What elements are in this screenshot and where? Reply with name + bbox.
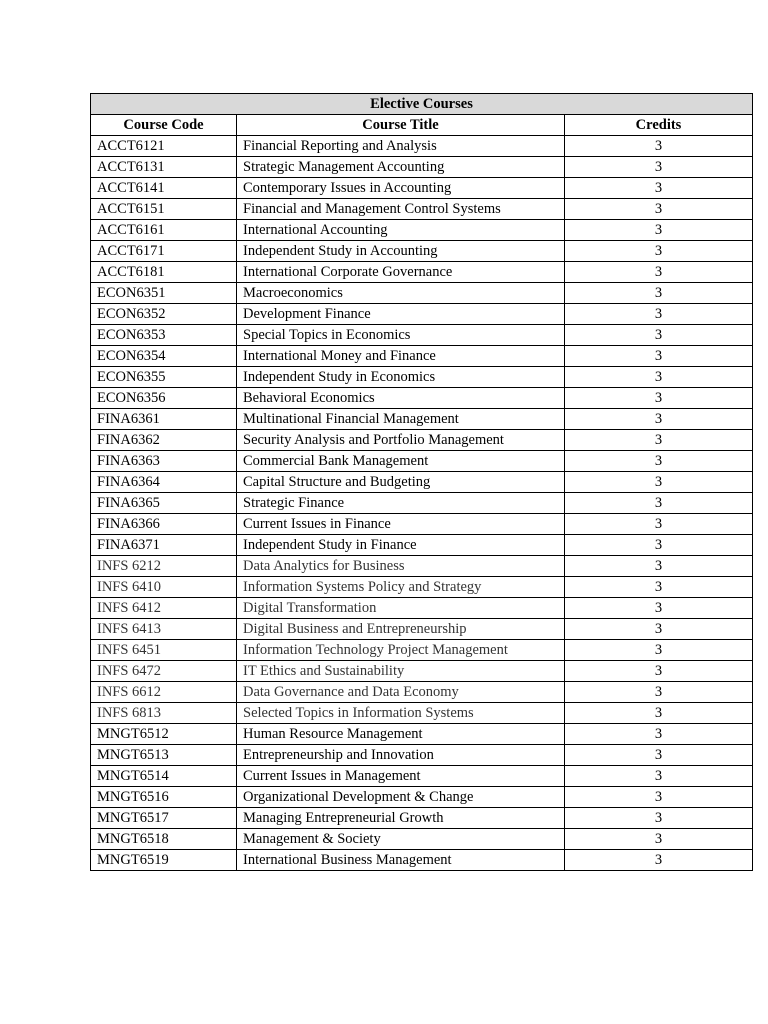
table-row [91, 787, 753, 808]
course-code-cell: ECON6353 [91, 325, 237, 346]
course-code-cell: ECON6351 [91, 283, 237, 304]
course-title-cell: Capital Structure and Budgeting [237, 472, 565, 493]
course-code-cell: MNGT6517 [91, 808, 237, 829]
course-title-cell: Data Analytics for Business [237, 556, 565, 577]
credits-cell: 3 [565, 829, 753, 850]
credits-cell: 3 [565, 262, 753, 283]
course-title-cell: Financial and Management Control Systems [237, 199, 565, 220]
credits-cell: 3 [565, 850, 753, 871]
course-title-cell: Data Governance and Data Economy [237, 682, 565, 703]
table-row [91, 346, 753, 367]
credits-cell: 3 [565, 325, 753, 346]
table-row [91, 262, 753, 283]
table-row [91, 367, 753, 388]
course-code-cell: MNGT6518 [91, 829, 237, 850]
course-code-cell: INFS 6212 [91, 556, 237, 577]
table-row [91, 682, 753, 703]
credits-cell: 3 [565, 766, 753, 787]
table-row [91, 241, 753, 262]
course-title-cell: Financial Reporting and Analysis [237, 136, 565, 157]
credits-cell: 3 [565, 808, 753, 829]
course-title-cell: Strategic Finance [237, 493, 565, 514]
course-code-cell: ECON6355 [91, 367, 237, 388]
course-code-cell: FINA6362 [91, 430, 237, 451]
credits-cell: 3 [565, 430, 753, 451]
course-title-cell: Entrepreneurship and Innovation [237, 745, 565, 766]
table-row [91, 178, 753, 199]
table-caption: Elective Courses [91, 94, 753, 115]
credits-cell: 3 [565, 304, 753, 325]
course-title-cell: Special Topics in Economics [237, 325, 565, 346]
table-row [91, 283, 753, 304]
credits-cell: 3 [565, 283, 753, 304]
course-code-cell: MNGT6513 [91, 745, 237, 766]
course-title-cell: International Accounting [237, 220, 565, 241]
credits-cell: 3 [565, 661, 753, 682]
course-code-cell: ECON6352 [91, 304, 237, 325]
credits-cell: 3 [565, 556, 753, 577]
table-header-row [91, 115, 753, 136]
credits-cell: 3 [565, 157, 753, 178]
course-code-cell: FINA6364 [91, 472, 237, 493]
table-row [91, 619, 753, 640]
course-code-cell: INFS 6451 [91, 640, 237, 661]
course-title-cell: Multinational Financial Management [237, 409, 565, 430]
header-course-code: Course Code [91, 115, 237, 136]
table-row [91, 388, 753, 409]
course-code-cell: INFS 6813 [91, 703, 237, 724]
table-row [91, 430, 753, 451]
course-code-cell: MNGT6519 [91, 850, 237, 871]
course-title-cell: Current Issues in Finance [237, 514, 565, 535]
course-code-cell: ACCT6171 [91, 241, 237, 262]
credits-cell: 3 [565, 535, 753, 556]
table-row [91, 535, 753, 556]
course-code-cell: INFS 6413 [91, 619, 237, 640]
table-row [91, 640, 753, 661]
course-title-cell: Independent Study in Accounting [237, 241, 565, 262]
table-caption-row [91, 94, 753, 115]
credits-cell: 3 [565, 136, 753, 157]
course-code-cell: ECON6354 [91, 346, 237, 367]
course-title-cell: Digital Business and Entrepreneurship [237, 619, 565, 640]
course-code-cell: INFS 6412 [91, 598, 237, 619]
course-code-cell: INFS 6612 [91, 682, 237, 703]
course-code-cell: ACCT6141 [91, 178, 237, 199]
credits-cell: 3 [565, 640, 753, 661]
course-title-cell: Management & Society [237, 829, 565, 850]
credits-cell: 3 [565, 703, 753, 724]
credits-cell: 3 [565, 451, 753, 472]
course-code-cell: ECON6356 [91, 388, 237, 409]
table-row [91, 472, 753, 493]
course-title-cell: Managing Entrepreneurial Growth [237, 808, 565, 829]
course-title-cell: Security Analysis and Portfolio Management [237, 430, 565, 451]
credits-cell: 3 [565, 514, 753, 535]
course-code-cell: FINA6366 [91, 514, 237, 535]
course-title-cell: Contemporary Issues in Accounting [237, 178, 565, 199]
course-title-cell: Human Resource Management [237, 724, 565, 745]
credits-cell: 3 [565, 388, 753, 409]
credits-cell: 3 [565, 220, 753, 241]
table-body [91, 136, 753, 871]
table-row [91, 850, 753, 871]
course-code-cell: ACCT6131 [91, 157, 237, 178]
course-title-cell: Organizational Development & Change [237, 787, 565, 808]
table-row [91, 661, 753, 682]
course-code-cell: MNGT6512 [91, 724, 237, 745]
credits-cell: 3 [565, 199, 753, 220]
course-title-cell: Information Systems Policy and Strategy [237, 577, 565, 598]
course-title-cell: Behavioral Economics [237, 388, 565, 409]
table-row [91, 493, 753, 514]
credits-cell: 3 [565, 346, 753, 367]
course-code-cell: MNGT6516 [91, 787, 237, 808]
table-row [91, 220, 753, 241]
table-row [91, 325, 753, 346]
header-course-title: Course Title [237, 115, 565, 136]
credits-cell: 3 [565, 178, 753, 199]
table-row [91, 577, 753, 598]
table-row [91, 157, 753, 178]
course-code-cell: ACCT6121 [91, 136, 237, 157]
course-code-cell: ACCT6181 [91, 262, 237, 283]
course-code-cell: INFS 6410 [91, 577, 237, 598]
credits-cell: 3 [565, 787, 753, 808]
course-title-cell: Information Technology Project Management [237, 640, 565, 661]
elective-courses-table [90, 93, 753, 871]
course-code-cell: FINA6363 [91, 451, 237, 472]
course-title-cell: Digital Transformation [237, 598, 565, 619]
table-row [91, 451, 753, 472]
table-row [91, 409, 753, 430]
course-title-cell: IT Ethics and Sustainability [237, 661, 565, 682]
table-row [91, 745, 753, 766]
table-row [91, 199, 753, 220]
credits-cell: 3 [565, 409, 753, 430]
credits-cell: 3 [565, 619, 753, 640]
table-row [91, 829, 753, 850]
course-title-cell: Macroeconomics [237, 283, 565, 304]
table-row [91, 304, 753, 325]
table-row [91, 598, 753, 619]
course-title-cell: Selected Topics in Information Systems [237, 703, 565, 724]
course-title-cell: Independent Study in Economics [237, 367, 565, 388]
table-row [91, 703, 753, 724]
table-row [91, 136, 753, 157]
credits-cell: 3 [565, 577, 753, 598]
course-title-cell: Independent Study in Finance [237, 535, 565, 556]
credits-cell: 3 [565, 472, 753, 493]
table-row [91, 556, 753, 577]
table-row [91, 724, 753, 745]
course-code-cell: INFS 6472 [91, 661, 237, 682]
course-title-cell: International Business Management [237, 850, 565, 871]
course-code-cell: ACCT6161 [91, 220, 237, 241]
table-row [91, 514, 753, 535]
credits-cell: 3 [565, 724, 753, 745]
course-title-cell: International Corporate Governance [237, 262, 565, 283]
credits-cell: 3 [565, 598, 753, 619]
course-code-cell: ACCT6151 [91, 199, 237, 220]
course-title-cell: Strategic Management Accounting [237, 157, 565, 178]
credits-cell: 3 [565, 493, 753, 514]
course-title-cell: Development Finance [237, 304, 565, 325]
course-code-cell: MNGT6514 [91, 766, 237, 787]
course-code-cell: FINA6365 [91, 493, 237, 514]
table-row [91, 766, 753, 787]
credits-cell: 3 [565, 682, 753, 703]
course-code-cell: FINA6361 [91, 409, 237, 430]
course-title-cell: Current Issues in Management [237, 766, 565, 787]
header-credits: Credits [565, 115, 753, 136]
credits-cell: 3 [565, 241, 753, 262]
credits-cell: 3 [565, 745, 753, 766]
credits-cell: 3 [565, 367, 753, 388]
table-row [91, 808, 753, 829]
course-code-cell: FINA6371 [91, 535, 237, 556]
course-title-cell: International Money and Finance [237, 346, 565, 367]
course-title-cell: Commercial Bank Management [237, 451, 565, 472]
